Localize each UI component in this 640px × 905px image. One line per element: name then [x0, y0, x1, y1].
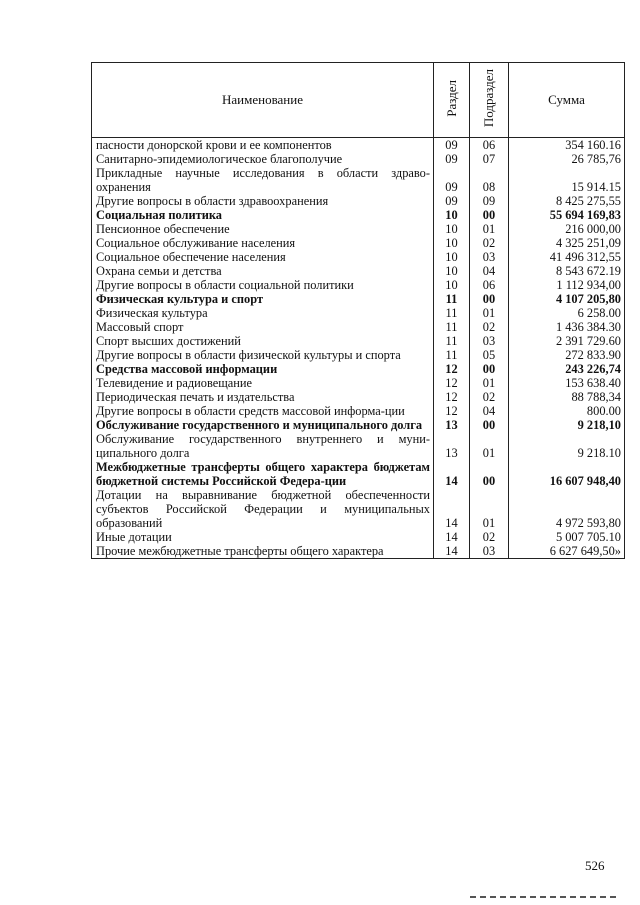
row-summa: 16 607 948,40 — [509, 460, 625, 488]
header-razdel — [434, 63, 470, 138]
table-row — [92, 530, 625, 544]
row-razdel: 10 — [434, 250, 470, 264]
header-summa: Сумма — [509, 63, 625, 138]
row-summa: 4 325 251,09 — [509, 236, 625, 250]
row-podrazdel: 03 — [470, 334, 509, 348]
row-name: Другие вопросы в области социальной политики — [92, 278, 434, 292]
row-razdel: 14 — [434, 460, 470, 488]
row-podrazdel: 09 — [470, 194, 509, 208]
row-podrazdel: 00 — [470, 292, 509, 306]
row-name: Дотации на выравнивание бюджетной обеспеченности субъектов Российской Федерации и муниципальных образований — [92, 488, 434, 530]
row-summa: 9 218,10 — [509, 418, 625, 432]
table-body — [92, 138, 625, 559]
table-row — [92, 348, 625, 362]
row-summa: 354 160.16 — [509, 138, 625, 153]
row-name: Физическая культура и спорт — [92, 292, 434, 306]
table-row — [92, 250, 625, 264]
row-podrazdel: 04 — [470, 264, 509, 278]
row-razdel: 10 — [434, 208, 470, 222]
row-podrazdel: 08 — [470, 166, 509, 194]
row-summa: 243 226,74 — [509, 362, 625, 376]
table-row — [92, 334, 625, 348]
row-razdel: 14 — [434, 530, 470, 544]
header-name: Наименование — [92, 63, 434, 138]
header-podrazdel — [470, 63, 509, 138]
row-razdel: 12 — [434, 376, 470, 390]
table-row — [92, 320, 625, 334]
row-name: Социальная политика — [92, 208, 434, 222]
row-name: Обслуживание государственного и муниципального долга — [92, 418, 434, 432]
row-name: Иные дотации — [92, 530, 434, 544]
row-name: Социальное обслуживание населения — [92, 236, 434, 250]
row-summa: 4 972 593,80 — [509, 488, 625, 530]
row-podrazdel: 03 — [470, 250, 509, 264]
row-name: Охрана семьи и детства — [92, 264, 434, 278]
row-name: Обслуживание государственного внутреннего и муни-ципального долга — [92, 432, 434, 460]
table-row — [92, 278, 625, 292]
row-name: Санитарно-эпидемиологическое благополучие — [92, 152, 434, 166]
row-podrazdel: 02 — [470, 530, 509, 544]
table-row — [92, 236, 625, 250]
row-podrazdel: 00 — [470, 418, 509, 432]
page-number: 526 — [585, 858, 605, 873]
row-podrazdel: 07 — [470, 152, 509, 166]
table-row — [92, 222, 625, 236]
row-razdel: 13 — [434, 418, 470, 432]
header-podrazdel-label: Подраздел — [481, 69, 496, 128]
row-podrazdel: 02 — [470, 320, 509, 334]
row-summa: 2 391 729.60 — [509, 334, 625, 348]
row-summa: 9 218.10 — [509, 432, 625, 460]
table-row — [92, 152, 625, 166]
row-razdel: 12 — [434, 362, 470, 376]
row-summa: 55 694 169,83 — [509, 208, 625, 222]
table-row — [92, 194, 625, 208]
row-podrazdel: 06 — [470, 278, 509, 292]
row-summa: 153 638.40 — [509, 376, 625, 390]
row-razdel: 13 — [434, 432, 470, 460]
row-podrazdel: 01 — [470, 376, 509, 390]
row-summa: 5 007 705.10 — [509, 530, 625, 544]
header-razdel-label: Раздел — [443, 80, 459, 117]
row-name: Социальное обеспечение населения — [92, 250, 434, 264]
row-summa: 41 496 312,55 — [509, 250, 625, 264]
table-row — [92, 292, 625, 306]
row-razdel: 10 — [434, 264, 470, 278]
row-name: Физическая культура — [92, 306, 434, 320]
row-podrazdel: 01 — [470, 432, 509, 460]
table-row — [92, 138, 625, 153]
row-name: пасности донорской крови и ее компонентов — [92, 138, 434, 153]
row-podrazdel: 01 — [470, 306, 509, 320]
row-podrazdel: 06 — [470, 138, 509, 153]
row-podrazdel: 00 — [470, 208, 509, 222]
row-summa: 8 425 275,55 — [509, 194, 625, 208]
row-podrazdel: 01 — [470, 488, 509, 530]
row-razdel: 09 — [434, 138, 470, 153]
scan-artifact-line — [470, 896, 620, 898]
row-summa: 26 785,76 — [509, 152, 625, 166]
row-podrazdel: 00 — [470, 460, 509, 488]
table-row — [92, 376, 625, 390]
row-razdel: 11 — [434, 320, 470, 334]
row-summa: 15 914.15 — [509, 166, 625, 194]
row-name: Межбюджетные трансферты общего характера бюджетам бюджетной системы Российской Федера-ции — [92, 460, 434, 488]
row-name: Другие вопросы в области физической культуры и спорта — [92, 348, 434, 362]
row-razdel: 09 — [434, 194, 470, 208]
row-summa: 216 000,00 — [509, 222, 625, 236]
table-row — [92, 460, 625, 488]
table-header-row — [92, 63, 625, 138]
table-row — [92, 404, 625, 418]
row-razdel: 10 — [434, 236, 470, 250]
row-razdel: 11 — [434, 306, 470, 320]
row-razdel: 11 — [434, 292, 470, 306]
row-razdel: 12 — [434, 390, 470, 404]
row-razdel: 09 — [434, 166, 470, 194]
row-razdel: 14 — [434, 544, 470, 559]
row-podrazdel: 04 — [470, 404, 509, 418]
row-podrazdel: 02 — [470, 236, 509, 250]
row-razdel: 09 — [434, 152, 470, 166]
row-name: Другие вопросы в области здравоохранения — [92, 194, 434, 208]
row-razdel: 12 — [434, 404, 470, 418]
row-podrazdel: 02 — [470, 390, 509, 404]
table-row — [92, 166, 625, 194]
row-summa: 272 833.90 — [509, 348, 625, 362]
table-row — [92, 264, 625, 278]
row-razdel: 11 — [434, 348, 470, 362]
row-name: Массовый спорт — [92, 320, 434, 334]
table-row — [92, 362, 625, 376]
budget-table — [91, 62, 625, 559]
row-razdel: 10 — [434, 278, 470, 292]
row-name: Прикладные научные исследования в области здраво-охранения — [92, 166, 434, 194]
table-row — [92, 208, 625, 222]
row-podrazdel: 05 — [470, 348, 509, 362]
row-summa: 6 627 649,50» — [509, 544, 625, 559]
table-row — [92, 488, 625, 530]
table-row — [92, 390, 625, 404]
row-name: Телевидение и радиовещание — [92, 376, 434, 390]
row-summa: 6 258.00 — [509, 306, 625, 320]
row-name: Средства массовой информации — [92, 362, 434, 376]
row-razdel: 10 — [434, 222, 470, 236]
row-name: Пенсионное обеспечение — [92, 222, 434, 236]
row-razdel: 11 — [434, 334, 470, 348]
table-row — [92, 418, 625, 432]
row-razdel: 14 — [434, 488, 470, 530]
row-summa: 4 107 205,80 — [509, 292, 625, 306]
row-name: Периодическая печать и издательства — [92, 390, 434, 404]
row-podrazdel: 01 — [470, 222, 509, 236]
row-name: Прочие межбюджетные трансферты общего характера — [92, 544, 434, 559]
table-row — [92, 432, 625, 460]
row-name: Спорт высших достижений — [92, 334, 434, 348]
row-podrazdel: 03 — [470, 544, 509, 559]
row-summa: 1 112 934,00 — [509, 278, 625, 292]
row-summa: 8 543 672.19 — [509, 264, 625, 278]
row-summa: 88 788,34 — [509, 390, 625, 404]
table-row — [92, 544, 625, 559]
row-summa: 800.00 — [509, 404, 625, 418]
row-summa: 1 436 384.30 — [509, 320, 625, 334]
row-name: Другие вопросы в области средств массовой информа-ции — [92, 404, 434, 418]
row-podrazdel: 00 — [470, 362, 509, 376]
table-row — [92, 306, 625, 320]
